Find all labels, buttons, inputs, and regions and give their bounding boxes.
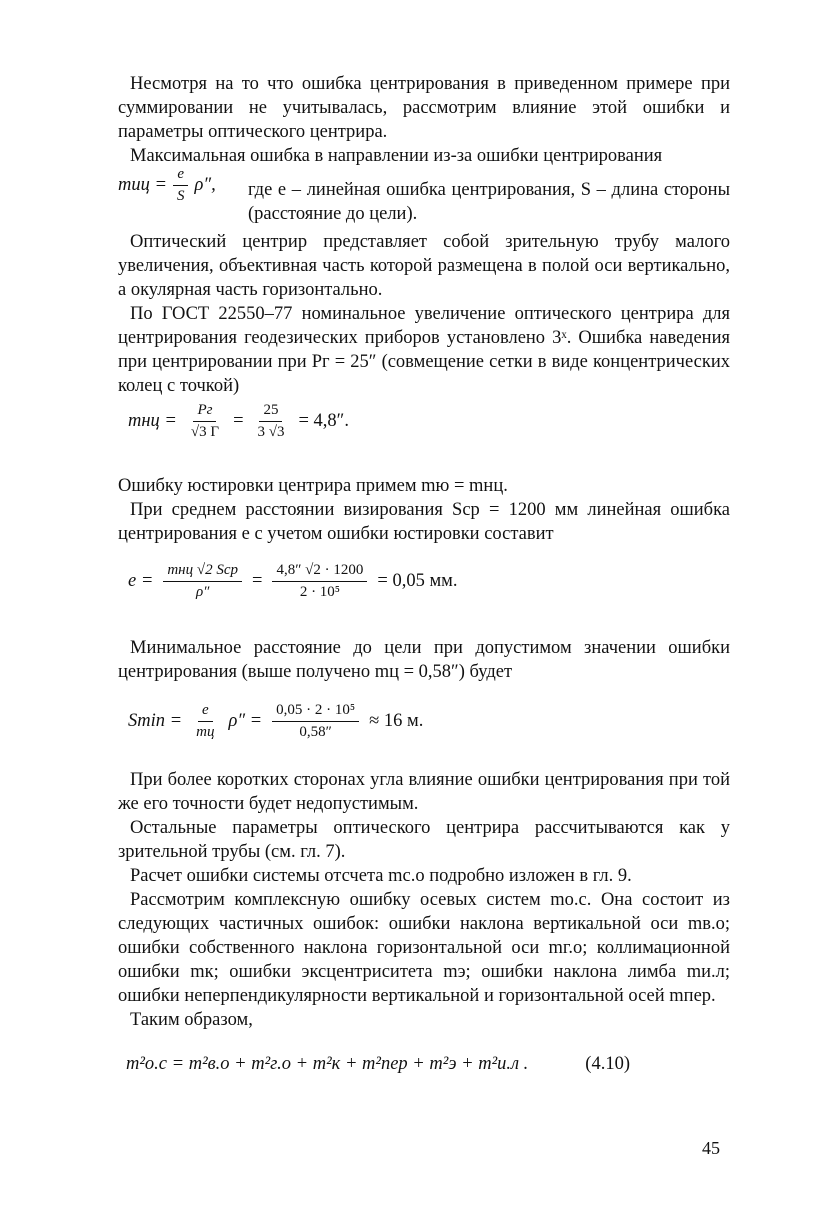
formula-1-den-2: 3 √3 <box>257 424 285 440</box>
formula-centering-rho: ρ″, <box>194 175 216 195</box>
text-section-3 <box>118 230 730 398</box>
formula-centering-den: S <box>176 188 185 204</box>
formula-2-fraction-2 <box>272 562 367 601</box>
paragraph-2-b: где e – линейная ошибка центрирования, S – длина стороны (расстояние до цели). <box>248 180 730 224</box>
formula-centering-num: e <box>173 166 188 186</box>
paragraph-11: Рассмотрим комплексную ошибку осевых систем mо.с. Она состоит из следующих частичных ошибок: ошибки наклона вертикальной оси mв.о; ошибки собственного наклона горизонтальной оси mг.о; коллимационной ошибки mк; ошибки эксцентриситета mэ; ошибки наклона лимба mи.л; ошибки неперпендикулярности вертикальной и горизонтальной осей mпер. <box>118 890 730 1006</box>
paragraph-4: По ГОСТ 22550–77 номинальное увеличение оптического центрира для центрирования геодезических приборов установлено 3ˣ. Ошибка наведения при центрировании при Pг = 25″ (совмещение сетки в виде концентрических колец с точкой) <box>118 304 730 396</box>
formula-3-den-2: 0,58″ <box>299 724 332 740</box>
formula-1 <box>128 402 349 441</box>
formula-3-num-2: 0,05 · 2 · 10⁵ <box>272 702 359 722</box>
text-section-2 <box>248 178 730 226</box>
equation-number: (4.10) <box>585 1054 630 1074</box>
formula-2-num-1: mнц √2 Sср <box>163 562 242 582</box>
formula-1-fraction-1 <box>187 402 223 441</box>
text-section-6 <box>118 768 730 1032</box>
paragraph-6: При среднем расстоянии визирования Sср = 1200 мм линейная ошибка центрирования e с учетом ошибки юстировки составит <box>118 500 730 544</box>
formula-1-num-2: 25 <box>259 402 282 422</box>
paragraph-12: Таким образом, <box>130 1010 253 1030</box>
paragraph-8: При более коротких сторонах угла влияние ошибки центрирования при той же его точности будет недопустимым. <box>118 770 730 814</box>
formula-centering-fraction <box>173 166 189 205</box>
formula-centering-error <box>118 166 216 205</box>
formula-3-mid: ρ″ = <box>228 711 263 731</box>
paragraph-2-a: Максимальная ошибка в направлении из-за ошибки центрирования <box>130 146 663 166</box>
formula-1-fraction-2 <box>254 402 289 441</box>
formula-3 <box>128 702 423 741</box>
formula-2-lhs: e = <box>128 571 154 591</box>
formula-2-den-2: 2 · 10⁵ <box>299 584 341 600</box>
formula-1-lhs: mнц = <box>128 411 177 431</box>
formula-2-eq: = <box>252 571 263 591</box>
paragraph-1: Несмотря на то что ошибка центрирования в приведенном примере при суммировании не учитывалась, рассмотрим влияние этой ошибки и параметры оптического центрира. <box>118 74 730 142</box>
formula-2-den-1: ρ″ <box>195 584 210 600</box>
formula-2 <box>128 562 458 601</box>
paragraph-9: Остальные параметры оптического центрира рассчитываются как у зрительной трубы (см. гл. 7). <box>118 818 730 862</box>
paragraph-5: Ошибку юстировки центрира примем mю = mнц. <box>118 476 508 496</box>
formula-4 <box>126 1054 726 1075</box>
paragraph-7: Минимальное расстояние до цели при допустимом значении ошибки центрирования (выше получено mц = 0,58″) будет <box>118 638 730 682</box>
paragraph-10: Расчет ошибки системы отсчета mс.о подробно изложен в гл. 9. <box>130 866 632 886</box>
formula-2-fraction-1 <box>163 562 242 601</box>
paragraph-3: Оптический центрир представляет собой зрительную трубу малого увеличения, объективная часть которой размещена в полой оси вертикально, а окулярная часть горизонтально. <box>118 232 730 300</box>
formula-1-num-1: Pг <box>193 402 216 422</box>
text-section-4 <box>118 474 730 546</box>
text-section-5 <box>118 636 730 684</box>
formula-1-rhs: = 4,8″. <box>298 411 349 431</box>
formula-3-den-1: mц <box>196 724 215 740</box>
formula-centering-lhs: mиц = <box>118 175 167 195</box>
formula-3-fraction-1 <box>192 702 218 741</box>
formula-3-fraction-2 <box>272 702 359 741</box>
formula-1-den-1: √3 Г <box>190 424 220 440</box>
formula-4-body: m²о.с = m²в.о + m²г.о + m²к + m²пер + m²э + m²и.л . <box>126 1054 529 1074</box>
formula-3-lhs: Smin = <box>128 711 183 731</box>
formula-2-rhs: = 0,05 мм. <box>377 571 458 591</box>
formula-2-num-2: 4,8″ √2 · 1200 <box>272 562 367 582</box>
text-section-1 <box>118 72 730 168</box>
formula-1-eq: = <box>233 411 244 431</box>
formula-3-num-1: e <box>198 702 213 722</box>
page-number: 45 <box>702 1138 720 1158</box>
formula-3-rhs: ≈ 16 м. <box>369 711 424 731</box>
